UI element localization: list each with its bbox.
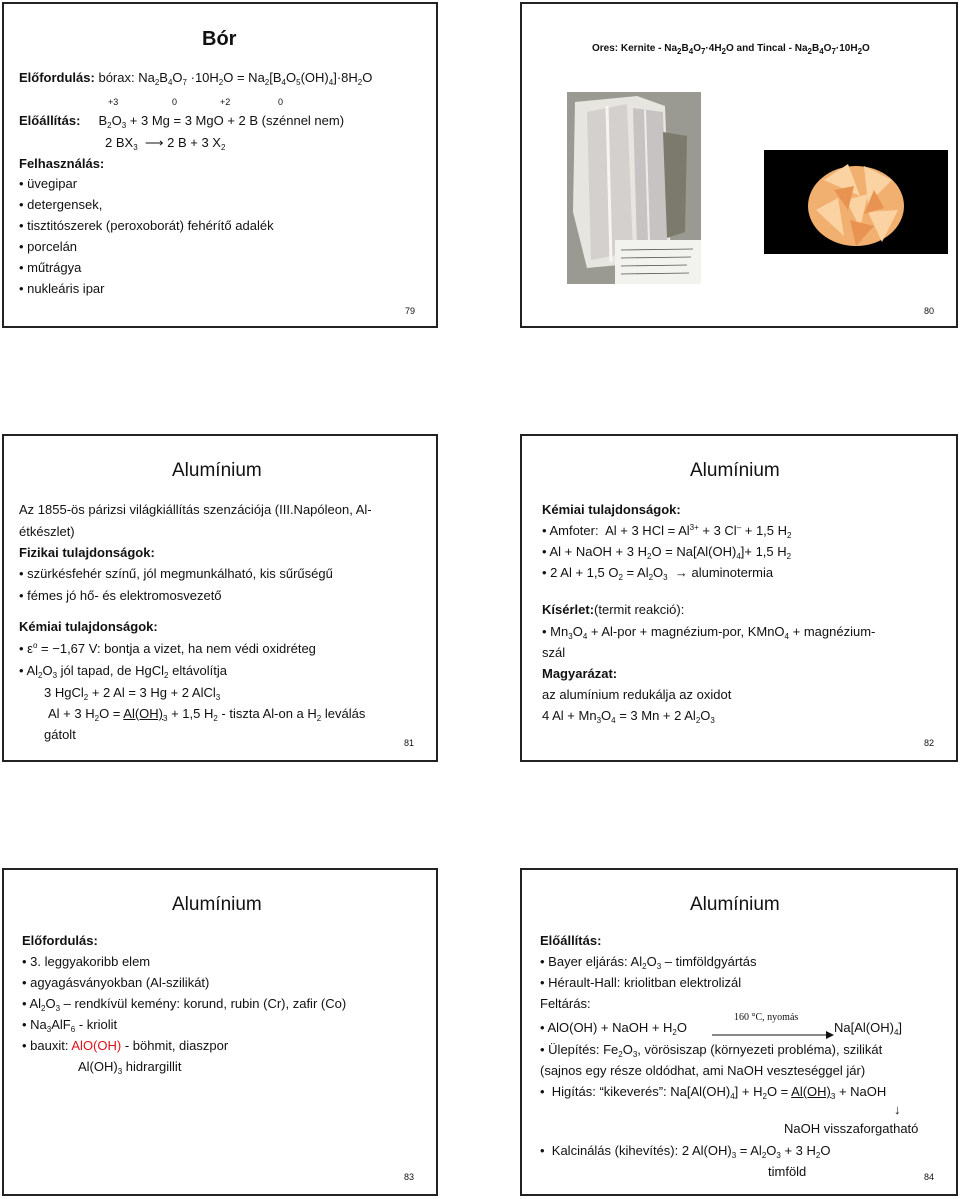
list-item: • bauxit: AlO(OH) - böhmit, diaszpor (22, 1038, 229, 1053)
timfold-label: timföld (768, 1164, 807, 1179)
list-item: • szürkésfehér színű, jól megmunkálható, kis sűrűségű (19, 566, 333, 581)
ox-state: 0 (278, 97, 284, 107)
list-item: • Ülepítés: $Fe_2O_3$, vörösiszap (környezeti probléma), szilikát (540, 1042, 883, 1059)
list-item: • nukleáris ipar (19, 281, 105, 296)
slide-84 (520, 868, 958, 1196)
list-item: • Higítás: “kikeverés”: $Na[Al(OH)_4] + H_2O = Al(OH)_3$ + NaOH (540, 1084, 887, 1101)
slide-80 (520, 2, 958, 328)
list-item: • Amfoter: Al + 3 HCl = $Al^{3+} + 3$ Cl– + 1,5 $H_2$ (542, 523, 792, 540)
explanation-label: Magyarázat: (542, 666, 618, 681)
slide-82 (520, 434, 958, 762)
equation: Al + 3 $H_2O = Al(OH)_3 + 1,5$ $H_2$ - tiszta Al-on a $H_2$ leválás (48, 706, 366, 723)
use-label: Felhasználás: (19, 156, 105, 171)
production-label: Előállítás: (540, 933, 602, 948)
naoh-recycle: NaOH visszaforgatható (784, 1121, 919, 1136)
kernite-photo (567, 92, 701, 284)
chem-label: Kémiai tulajdonságok: (19, 619, 158, 634)
slide-title: Alumínium (690, 460, 780, 481)
reaction-arrow-icon (712, 1026, 834, 1034)
intro-line: étkészlet) (19, 524, 75, 539)
page-number: 79 (405, 306, 416, 316)
arrow-right-icon: ⟶ (144, 135, 164, 150)
slide-title: Bór (202, 28, 237, 50)
slide-title: Alumínium (172, 460, 262, 481)
chem-label: Kémiai tulajdonságok: (542, 502, 681, 517)
list-item: • 3. leggyakoribb elem (22, 954, 151, 969)
equation-note: gátolt (44, 727, 76, 742)
intro-line: Az 1855-ös párizsi világkiállítás szenzációja (III.Napóleon, Al- (19, 502, 372, 517)
slide-title: Alumínium (172, 894, 262, 915)
experiment-label: Kísérlet:(termit reakció): (542, 602, 685, 617)
list-item: • Kalcinálás (kihevítés): 2 $Al(OH)_3 = Al_2O_3 + 3$ $H_2O$ (540, 1143, 831, 1160)
list-item: • üvegipar (19, 176, 78, 191)
ox-state: 0 (172, 97, 178, 107)
phys-label: Fizikai tulajdonságok: (19, 545, 155, 560)
occurrence-line: Előfordulás: bórax: $Na_2B_4O_7 \cdot 10H_2O = Na_2[B_4O_5(OH)_4]\cdot 8H_2O$ (19, 70, 373, 87)
list-item: • műtrágya (19, 260, 82, 275)
list-item: • fémes jó hő- és elektromosvezető (19, 588, 222, 603)
list-item: • porcelán (19, 239, 78, 254)
slide-81 (2, 434, 438, 762)
list-item: • AlO(OH) + NaOH + $H_2O$ (540, 1020, 687, 1037)
list-item: • $Na_3AlF_6$ - kriolit (22, 1017, 118, 1034)
list-item: • tisztitószerek (peroxoborát) fehérítő adalék (19, 218, 274, 233)
list-item: • 2 Al + 1,5 $O_2 = Al_2O_3$ → aluminotermia (542, 565, 774, 582)
occurrence-label: Előfordulás: (22, 933, 98, 948)
production-line-2: 2 $BX_3$ ⟶ 2 B + 3 $X_2$ (105, 135, 226, 152)
page-number: 83 (404, 1172, 415, 1182)
arrow-down-icon: ↓ (894, 1102, 901, 1117)
experiment-cont: szál (542, 645, 566, 660)
slide-title: Ores: Kernite - $Na_2B_4O_7\cdot 4H_2O$ and Tincal - $Na_2B_4O_7\cdot 10H_2O$ (592, 43, 870, 56)
list-item: • agyagásványokban (Al-szilikát) (22, 975, 210, 990)
list-item: • $Mn_3O_4 + Al-por$ + magnézium-por, KMnO$_4$ + magnézium- (542, 624, 876, 641)
equation: 3 HgCl$_2$ + 2 Al = 3 Hg + 2 AlCl$_3$ (44, 685, 221, 702)
list-item: • $Al_2O_3$ – rendkívül kemény: korund, rubin (Cr), zafir (Co) (22, 996, 347, 1013)
list-item: • detergensek, (19, 197, 103, 212)
ox-state: +2 (220, 97, 231, 107)
page-number: 80 (924, 306, 935, 316)
slide-83 (2, 868, 438, 1196)
condition-label: 160 °C, nyomás (734, 1012, 799, 1023)
page-number: 84 (924, 1172, 935, 1182)
page-number: 81 (404, 738, 415, 748)
equation: 4 $Al + Mn_3O_4 = 3$ Mn + 2 $Al_2O_3$ (542, 708, 715, 725)
slide-title: Alumínium (690, 894, 780, 915)
production-line: Előállítás: $B_2O_3 + 3$ Mg = 3 MgO + 2 B (szénnel nem) (19, 113, 345, 130)
list-item: • Hérault-Hall: kriolitban elektrolizál (540, 975, 742, 990)
list-item-cont: (sajnos egy része oldódhat, ami NaOH veszteséggel jár) (540, 1063, 866, 1078)
tincal-photo (764, 150, 948, 254)
list-item: • Bayer eljárás: $Al_2O_3$ – timföldgyártás (540, 954, 757, 971)
feltaras-label: Feltárás: (540, 996, 591, 1011)
arrow-right-icon: → (674, 565, 688, 580)
explanation-text: az alumínium redukálja az oxidot (542, 687, 732, 702)
page-number: 82 (924, 738, 935, 748)
product: $Na[Al(OH)_4]$ (834, 1020, 903, 1037)
list-item: • Al + NaOH + 3 $H_2O = Na[Al(OH)_4]+ 1,5$ $H_2$ (542, 544, 792, 561)
list-item-cont: $Al(OH)_3$ hidrargillit (78, 1059, 182, 1076)
ox-state: +3 (108, 97, 119, 107)
list-item: • $\varepsilon^o = -1,67$ V: bontja a vizet, ha nem védi oxidréteg (19, 641, 316, 656)
list-item: • $Al_2O_3$ jól tapad, de HgCl$_2$ eltávolítja (19, 663, 228, 680)
slide-79 (2, 2, 438, 328)
